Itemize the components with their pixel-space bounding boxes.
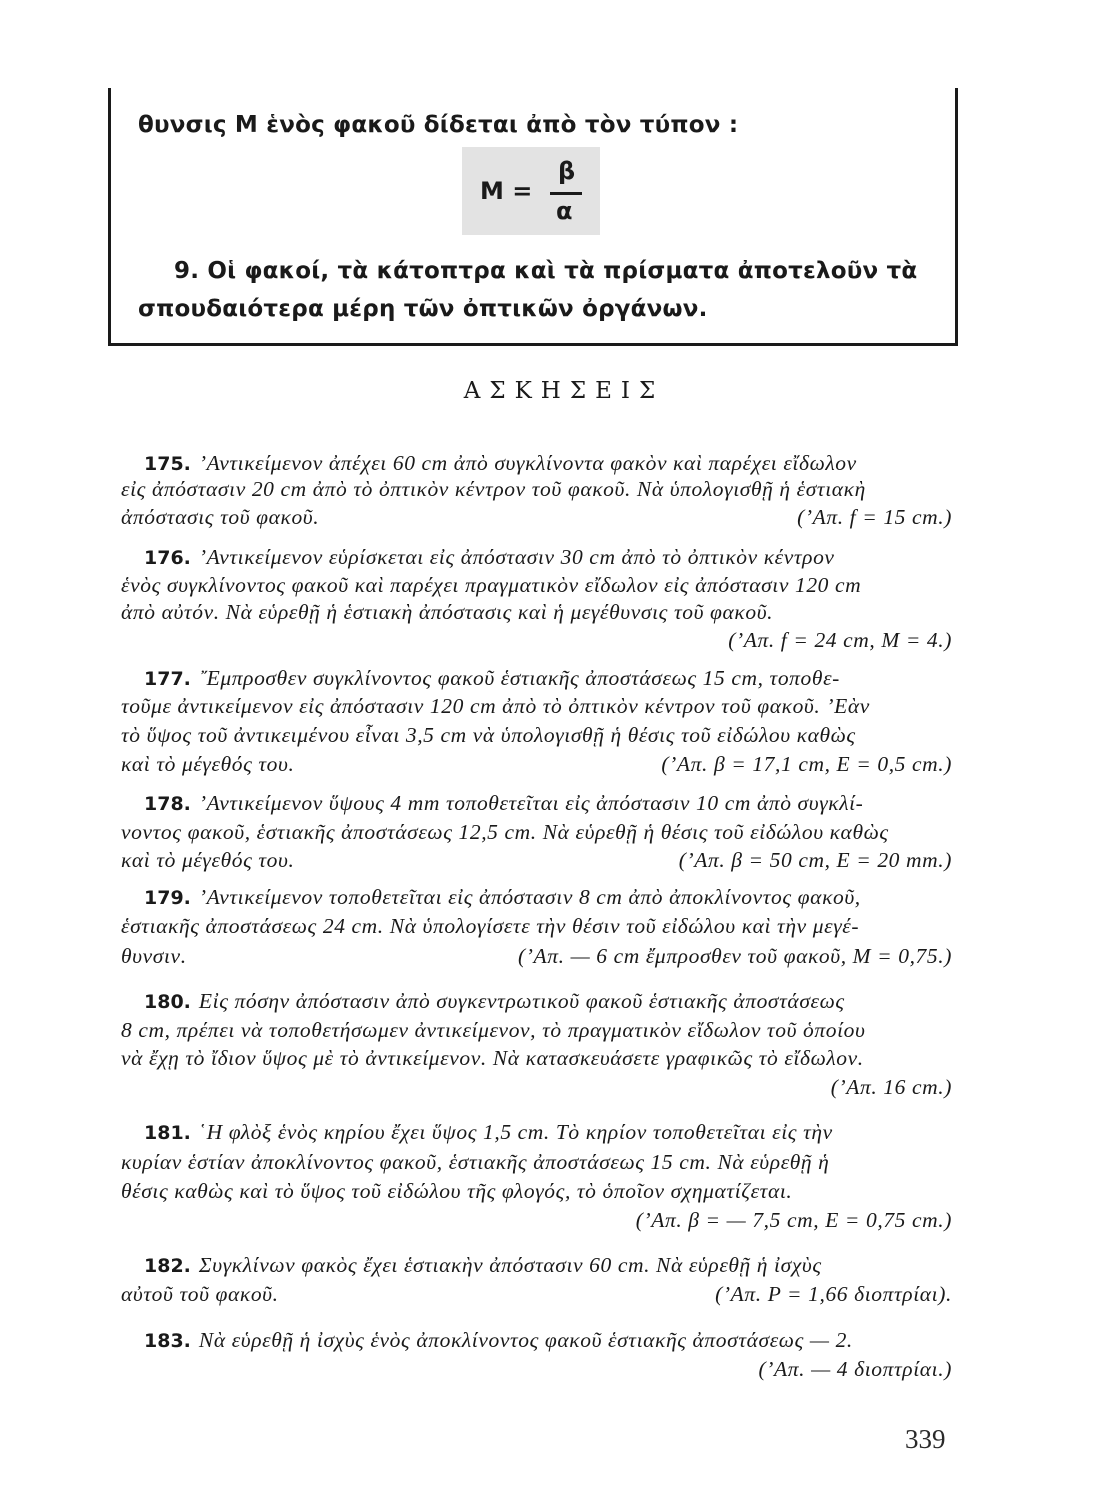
exercise-number: 183. xyxy=(144,1330,191,1352)
formula-numerator: β xyxy=(558,157,576,185)
exercise-answer: (’Απ. P = 1,66 διοπτρίαι). xyxy=(715,1282,952,1306)
exercise-number: 178. xyxy=(144,793,191,815)
exercise-text: ἀπόστασις τοῦ φακοῦ. xyxy=(121,505,320,529)
section-heading: ΑΣΚΗΣΕΙΣ xyxy=(463,378,665,404)
summary-line-1: θυνσις Μ ἑνὸς φακοῦ δίδεται ἀπὸ τὸν τύπον : xyxy=(138,112,739,138)
exercise-text: ἀπὸ αὐτόν. Νὰ εὑρεθῇ ἡ ἑστιακὴ ἀπόστασις καὶ ἡ μεγέθυνσις τοῦ φακοῦ. xyxy=(121,600,774,624)
exercise-text: ’Αντικείμενον ὕψους 4 mm τοποθετεῖται εἰς ἀπόστασιν 10 cm ἀπὸ συγκλί- xyxy=(198,791,864,815)
exercise-text: ῎Εμπροσθεν συγκλίνοντος φακοῦ ἑστιακῆς ἀποστάσεως 15 cm, τοποθε- xyxy=(198,666,840,690)
exercise-answer: (’Απ. — 6 cm ἔμπροσθεν τοῦ φακοῦ, M = 0,75.) xyxy=(518,944,952,968)
exercise-text: ῾Η φλὸξ ἑνὸς κηρίου ἔχει ὕψος 1,5 cm. Τὸ κηρίον τοποθετεῖται εἰς τὴν xyxy=(198,1120,833,1144)
exercise-number: 180. xyxy=(144,991,191,1013)
exercise-text: ἑνὸς συγκλίνοντος φακοῦ καὶ παρέχει πραγματικὸν εἴδωλον εἰς ἀπόστασιν 120 cm xyxy=(121,573,862,597)
formula-denominator: α xyxy=(556,197,573,225)
exercise-text: ἑστιακῆς ἀποστάσεως 24 cm. Νὰ ὑπολογίσετε τὴν θέσιν τοῦ εἰδώλου καὶ τὴν μεγέ- xyxy=(121,914,860,938)
exercise-number: 176. xyxy=(144,547,191,569)
exercise-text: τὸ ὕψος τοῦ ἀντικειμένου εἶναι 3,5 cm νὰ ὑπολογισθῇ ἡ θέσις τοῦ εἰδώλου καθὼς xyxy=(121,723,856,747)
exercise-text: νὰ ἔχῃ τὸ ἴδιον ὕψος μὲ τὸ ἀντικείμενον. Νὰ κατασκευάσετε γραφικῶς τὸ εἴδωλον. xyxy=(121,1046,864,1070)
exercise-text: καὶ τὸ μέγεθός του. xyxy=(121,752,295,776)
summary-line-3: σπουδαιότερα μέρη τῶν ὀπτικῶν ὀργάνων. xyxy=(138,296,708,322)
exercise-text: θυνσιν. xyxy=(121,944,187,968)
exercise-text: ’Αντικείμενον ἀπέχει 60 cm ἀπὸ συγκλίνοντα φακὸν καὶ παρέχει εἴδωλον xyxy=(198,451,857,475)
exercise-text: 8 cm, πρέπει νὰ τοποθετήσωμεν ἀντικείμενον, τὸ πραγματικὸν εἴδωλον τοῦ ὁποίου xyxy=(121,1018,866,1042)
exercise-text: νοντος φακοῦ, ἑστιακῆς ἀποστάσεως 12,5 cm. Νὰ εὑρεθῇ ἡ θέσις τοῦ εἰδώλου καθὼς xyxy=(121,820,889,844)
exercise-number: 175. xyxy=(144,453,191,475)
exercise-text: Νὰ εὑρεθῇ ἡ ἰσχὺς ἑνὸς ἀποκλίνοντος φακοῦ ἑστιακῆς ἀποστάσεως — 2. xyxy=(198,1328,853,1352)
summary-line-2: 9. Οἱ φακοί, τὰ κάτοπτρα καὶ τὰ πρίσματα ἀποτελοῦν τὰ xyxy=(174,258,918,284)
exercise-answer: (’Απ. β = 50 cm, E = 20 mm.) xyxy=(678,848,952,872)
exercise-text: καὶ τὸ μέγεθός του. xyxy=(121,848,295,872)
exercise-answer: (’Απ. f = 15 cm.) xyxy=(797,505,952,529)
exercise-text: ’Αντικείμενον τοποθετεῖται εἰς ἀπόστασιν 8 cm ἀπὸ ἀποκλίνοντος φακοῦ, xyxy=(198,885,861,909)
exercise-text: ’Αντικείμενον εὑρίσκεται εἰς ἀπόστασιν 30 cm ἀπὸ τὸ ὀπτικὸν κέντρον xyxy=(198,545,835,569)
exercise-answer: (’Απ. β = — 7,5 cm, E = 0,75 cm.) xyxy=(635,1208,952,1232)
exercise-text: εἰς ἀπόστασιν 20 cm ἀπὸ τὸ ὀπτικὸν κέντρον τοῦ φακοῦ. Νὰ ὑπολογισθῇ ἡ ἑστιακὴ xyxy=(121,477,866,501)
fraction-bar xyxy=(550,192,582,195)
formula-lhs: Μ = xyxy=(480,177,533,205)
exercise-text: τοῦμε ἀντικείμενον εἰς ἀπόστασιν 120 cm ἀπὸ τὸ ὀπτικὸν κέντρον τοῦ φακοῦ. ’Εὰν xyxy=(121,694,870,718)
exercise-answer: (’Απ. f = 24 cm, M = 4.) xyxy=(728,628,952,652)
page-number: 339 xyxy=(905,1424,946,1454)
exercise-number: 177. xyxy=(144,668,191,690)
exercise-text: αὐτοῦ τοῦ φακοῦ. xyxy=(121,1282,279,1306)
exercise-text: κυρίαν ἑστίαν ἀποκλίνοντος φακοῦ, ἑστιακῆς ἀποστάσεως 15 cm. Νὰ εὑρεθῇ ἡ xyxy=(121,1150,830,1174)
exercise-text: θέσις καθὼς καὶ τὸ ὕψος τοῦ εἰδώλου τῆς φλογός, τὸ ὁποῖον σχηματίζεται. xyxy=(121,1179,793,1203)
exercise-answer: (’Απ. — 4 διοπτρίαι.) xyxy=(758,1357,952,1381)
exercise-number: 182. xyxy=(144,1255,191,1277)
exercise-number: 181. xyxy=(144,1122,191,1144)
exercise-text: Εἰς πόσην ἀπόστασιν ἀπὸ συγκεντρωτικοῦ φακοῦ ἑστιακῆς ἀποστάσεως xyxy=(198,989,845,1013)
exercise-text: Συγκλίνων φακὸς ἔχει ἑστιακὴν ἀπόστασιν 60 cm. Νὰ εὑρεθῇ ἡ ἰσχὺς xyxy=(198,1253,822,1277)
exercise-answer: (’Απ. 16 cm.) xyxy=(830,1075,952,1099)
exercise-answer: (’Απ. β = 17,1 cm, E = 0,5 cm.) xyxy=(661,752,952,776)
exercise-number: 179. xyxy=(144,887,191,909)
